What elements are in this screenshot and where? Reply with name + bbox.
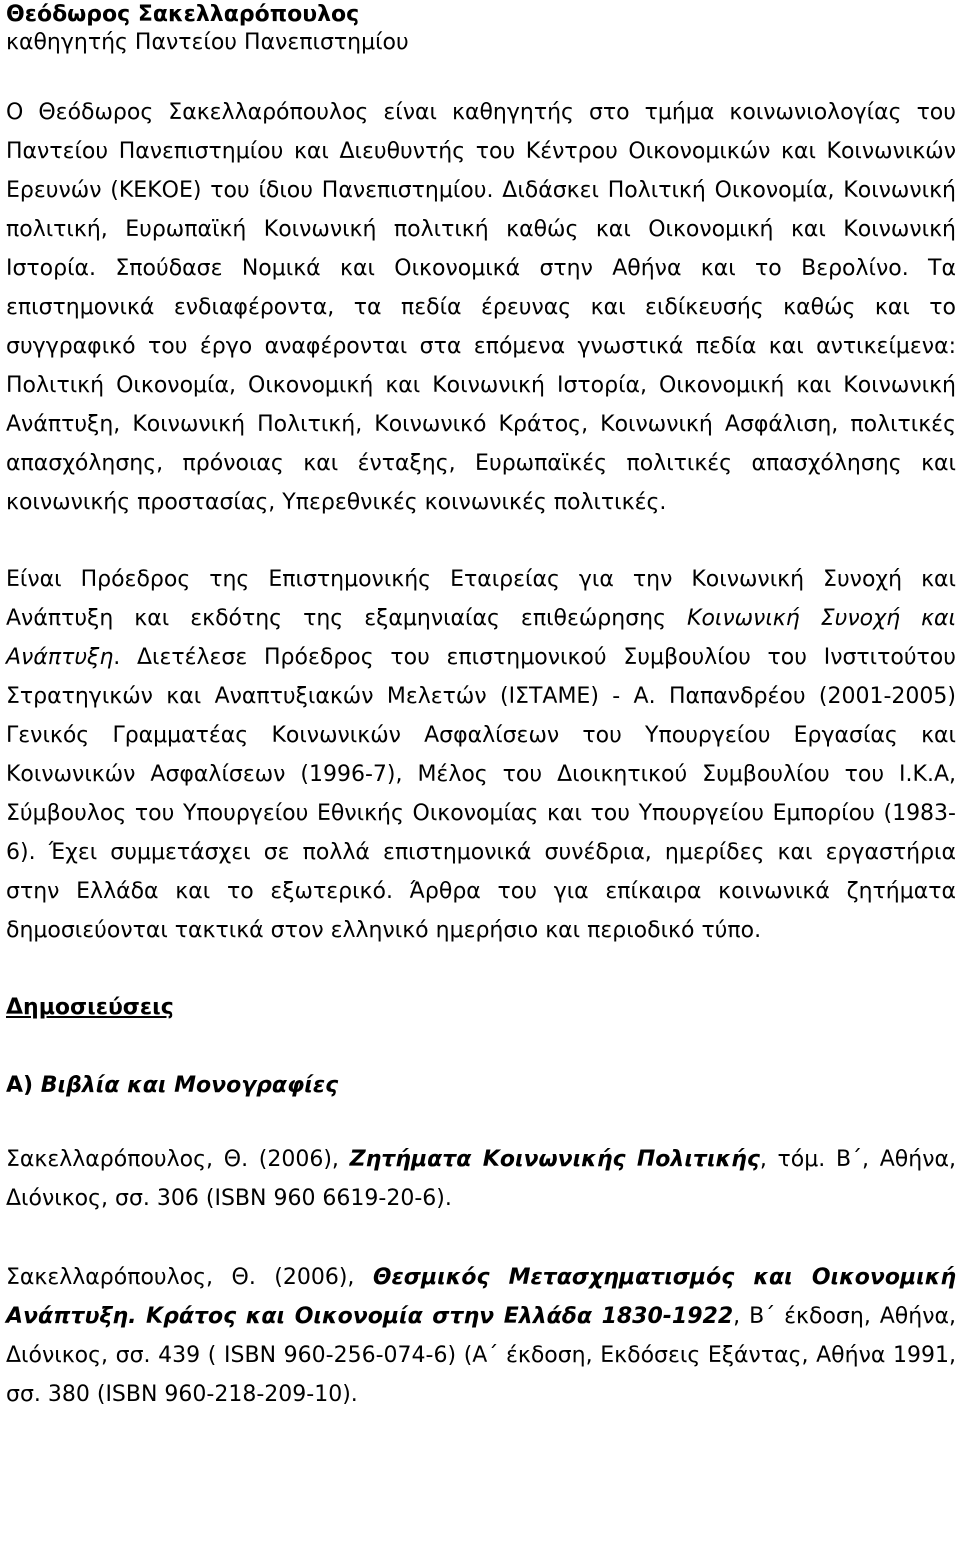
books-section-prefix: Α) — [6, 1073, 41, 1098]
bio-paragraph-2-text-start: Είναι Πρόεδρος της Επιστημονικής Εταιρείας για την Κοινωνική Συνοχή και Ανάπτυξη και εκδότης της εξαμηνιαίας επιθεώρησης — [6, 567, 956, 631]
reference-title: Ζητήματα Κοινωνικής Πολιτικής — [349, 1147, 760, 1172]
books-section-heading — [6, 1072, 956, 1100]
author-name: Θεόδωρος Σακελλαρόπουλος — [6, 2, 360, 27]
reference-item — [6, 1140, 956, 1218]
reference-author: Σακελλαρόπουλος, Θ. (2006), — [6, 1265, 373, 1290]
bio-paragraph-2-text-end: . Διετέλεσε Πρόεδρος του επιστημονικού Συμβουλίου του Ινστιτούτου Στρατηγικών και Αναπτυξιακών Μελετών (ΙΣΤΑΜΕ) - Α. Παπανδρέου (2001-2005) Γενικός Γραμματέας Κοινωνικών Ασφαλίσεων του Υπουργείου Εργασίας και Κοινωνικών Ασφαλίσεων (1996-7), Μέλος του Διοικητικού Συμβουλίου του Ι.Κ.Α, Σύμβουλος του Υπουργείου Εθνικής Οικονομίας και του Υπουργείου Εμπορίου (1983-6). Έχει συμμετάσχει σε πολλά επιστημονικά συνέδρια, ημερίδες και εργαστήρια στην Ελλάδα και το εξωτερικό. Άρθρα του για επίκαιρα κοινωνικά ζητήματα δημοσιεύονται τακτικά στον ελληνικό ημερήσιο και περιοδικό τύπο. — [6, 645, 956, 943]
reference-details: , Β΄ έκδοση, Αθήνα, Διόνικος, σσ. 439 ( ISBN 960-256-074-6) (Α΄ έκδοση, Εκδόσεις Εξάντας, Αθήνα 1991, σσ. 380 (ISBN 960-218-209-10). — [6, 1304, 956, 1407]
books-section-title: Βιβλία και Μονογραφίες — [40, 1073, 339, 1098]
author-position: καθηγητής Παντείου Πανεπιστημίου — [6, 30, 409, 55]
reference-details: , τόμ. Β΄, Αθήνα, Διόνικος, σσ. 306 (ISBN 960 6619-20-6). — [6, 1147, 956, 1211]
publications-heading: Δημοσιεύσεις — [6, 995, 174, 1020]
reference-title: Θεσμικός Μετασχηματισμός και Οικονομική Ανάπτυξη. Κράτος και Οικονομία στην Ελλάδα 1830-1922 — [6, 1265, 956, 1329]
journal-title: Κοινωνική Συνοχή και Ανάπτυξη — [6, 606, 956, 670]
reference-author: Σακελλαρόπουλος, Θ. (2006), — [6, 1147, 350, 1172]
bio-paragraph-2 — [6, 560, 956, 950]
reference-item — [6, 1258, 956, 1414]
bio-paragraph-1: Ο Θεόδωρος Σακελλαρόπουλος είναι καθηγητής στο τμήμα κοινωνιολογίας του Παντείου Πανεπιστημίου και Διευθυντής του Κέντρου Οικονομικών και Κοινωνικών Ερευνών (ΚΕΚΟΕ) του ίδιου Πανεπιστημίου. Διδάσκει Πολιτική Οικονομία, Κοινωνική πολιτική, Ευρωπαϊκή Κοινωνική πολιτική καθώς και Οικονομική και Κοινωνική Ιστορία. Σπούδασε Νομικά και Οικονομικά στην Αθήνα και το Βερολίνο. Τα επιστημονικά ενδιαφέροντα, τα πεδία έρευνας και ειδίκευσής καθώς και το συγγραφικό του έργο αναφέρονται στα επόμενα γνωστικά πεδία και αντικείμενα: Πολιτική Οικονομία, Οικονομική και Κοινωνική Ιστορία, Οικονομική και Κοινωνική Ανάπτυξη, Κοινωνική Πολιτική, Κοινωνικό Κράτος, Κοινωνική Ασφάλιση, πολιτικές απασχόλησης, πρόνοιας και ένταξης, Ευρωπαϊκές πολιτικές απασχόλησης και κοινωνικής προστασίας, Υπερεθνικές κοινωνικές πολιτικές. — [6, 100, 956, 515]
